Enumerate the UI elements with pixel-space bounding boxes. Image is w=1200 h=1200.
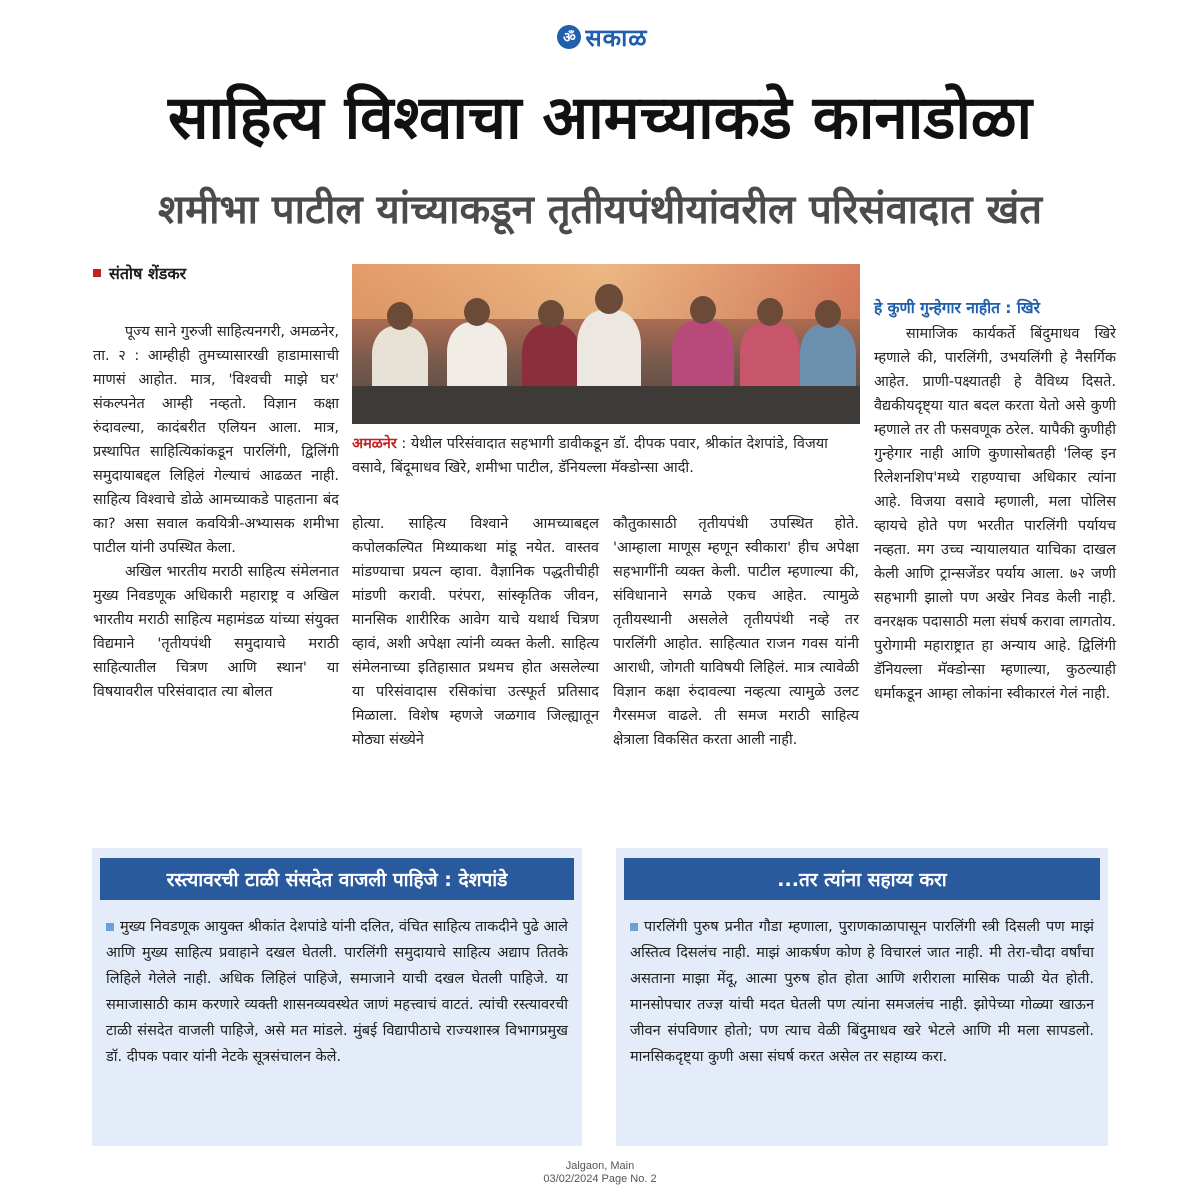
byline-marker-icon: [93, 269, 101, 277]
photo-head: [538, 300, 564, 328]
footer-date-page: 03/02/2024 Page No. 2: [543, 1173, 657, 1185]
paragraph: अखिल भारतीय मराठी साहित्य संमेलनात मुख्य निवडणूक अधिकारी महाराष्ट्र व अखिल भारतीय मराठी साहित्य महामंडळ यांच्या संयुक्त विद्यमाने 'तृतीयपंथी समुदायाचे मराठी साहित्यातील चित्रण आणि स्थान' या विषयावरील परिसंवादात त्या बोलत: [93, 564, 339, 700]
photo-head: [595, 284, 623, 314]
photo-head: [815, 300, 841, 328]
photo-head: [690, 296, 716, 324]
page-footer: [0, 1160, 1200, 1186]
footer-edition: Jalgaon, Main: [565, 1160, 635, 1172]
photo-head: [464, 298, 490, 326]
box-title: ...तर त्यांना सहाय्य करा: [624, 858, 1100, 900]
photo-person: [740, 322, 800, 396]
box-text: पारलिंगी पुरुष प्रनीत गौडा म्हणाला, पुराणकाळापासून पारलिंगी स्त्री दिसली पण माझं अस्तित्व दिसलंच नाही. माझं आकर्षण कोण हे विचारलं जात नाही. मी तेरा-चौदा वर्षांचा असताना माझा मेंदू, आत्मा पुरुष होत होता आणि शरीराला मासिक पाळी येत होती. मानसोपचार तज्ज्ञ यांची मदत घेतली पण त्यांना समजलंच नाही. झोपेच्या गोळ्या खाऊन जीवन संपविणार होतो; पण त्याच वेळी बिंदुमाधव खरे भेटले आणि मी मला सापडलो. मानसिकदृष्ट्या कुणी असा संघर्ष करत असेल तर सहाय्य करा.: [630, 919, 1094, 1065]
box-body: [616, 900, 1108, 1070]
bullet-icon: [106, 923, 114, 931]
byline-author: संतोष शेंडकर: [109, 264, 187, 283]
newspaper-name: सकाळ: [585, 23, 648, 52]
photo-person: [577, 310, 641, 396]
sakal-logo-icon: ॐ: [557, 25, 581, 49]
photo-person: [672, 320, 734, 396]
article-column-3: [613, 512, 859, 752]
story-box-support: [616, 848, 1108, 1146]
paragraph: सामाजिक कार्यकर्ते बिंदुमाधव खिरे म्हणाले की, पारलिंगी, उभयलिंगी हे नैसर्गिक आहेत. प्राणी-पक्ष्यातही हे वैविध्य दिसते. वैद्यकीयदृष्ट्या यात बदल करता येतो असे कुणी म्हणाले तर ती फसवणूक ठरेल. यापैकी कुणीही गुन्हेगार नाही आणि कुणासोबतही 'लिव्ह इन रिलेशनशिप'मध्ये राहण्याचा अधिकार त्यांना आहे. विजया वसावे म्हणाली, मला पोलिस व्हायचे होते पण भरतीत पारलिंगी पर्यायच नव्हता. मग उच्च न्यायालयात याचिका दाखल केली आणि ट्रान्सजेंडर पर्याय आला. ७२ जणी सहभागी झालो पण अखेर निवड केली नाही. वनरक्षक पदासाठी मला संघर्ष करावा लागतोय. पुरोगामी महाराष्ट्रात हा अन्याय आहे. द्विलिंगी डॅनियल्ला मॅक्डोन्सा म्हणाल्या, कुठल्याही धर्माकडून आम्हा लोकांना स्वीकारलं गेलं नाही.: [874, 326, 1116, 702]
box-text: मुख्य निवडणूक आयुक्त श्रीकांत देशपांडे यांनी दलित, वंचित साहित्य ताकदीने पुढे आले आणि मुख्य साहित्य प्रवाहाने दखल घेतली. पारलिंगी समुदायाचे साहित्य अद्याप तितके लिहिले गेलेले नाही. अधिक लिहिलं पाहिजे, समाजाने याची दखल घेतली पाहिजे. या समाजासाठी काम करणारे व्यक्ती शासनव्यवस्थेत जाणं महत्त्वाचं वाटतं. त्यांची रस्त्यावरची टाळी संसदेत वाजली पाहिजे, असे मत मांडले. मुंबई विद्यापीठाचे राज्यशास्त्र विभागप्रमुख डॉ. दीपक पवार यांनी नेटके सूत्रसंचालन केले.: [106, 919, 569, 1065]
story-box-deshpande: [92, 848, 582, 1146]
article-column-2: [352, 512, 599, 752]
caption-place: अमळनेर: [352, 436, 397, 452]
sidebar-column: [874, 296, 1116, 706]
paragraph: कौतुकासाठी तृतीयपंथी उपस्थित होते. 'आम्हाला माणूस म्हणून स्वीकारा' हीच अपेक्षा सहभागींनी व्यक्त केली. पाटील म्हणाल्या की, संविधानाने सगळे एकच आहेत. त्यामुळे तृतीयस्थानी असलेले तृतीयपंथी नव्हे तर पारलिंगी आहोत. साहित्यात राजन गवस यांनी आराधी, जोगती याविषयी लिहिलं. मात्र त्यावेळी विज्ञान कक्षा रुंदावल्या नव्हत्या त्यामुळे उलट गैरसमज वाढले. ती समज मराठी साहित्य क्षेत्राला विकसित करता आली नाही.: [613, 516, 859, 748]
photo-person: [447, 322, 507, 396]
newspaper-masthead: [545, 20, 660, 54]
event-photo: [352, 264, 860, 424]
paragraph: पूज्य साने गुरुजी साहित्यनगरी, अमळनेर, ता. २ : आम्हीही तुमच्यासारखी हाडामासाची माणसं आहोत. मात्र, 'विश्वची माझे घर' संकल्पनेत आम्ही नव्हतो. विज्ञान कक्षा रुंदावल्या, कादंबरीत एलियन आला. मात्र, प्रस्थापित साहित्यिकांकडून पारलिंगी, द्विलिंगी समुदायाबद्दल लिहिलं गेल्याचं आढळत नाही. साहित्य विश्वाचे डोळे आमच्याकडे पाहताना बंद का? असा सवाल कवयित्री-अभ्यासक शमीभा पाटील यांनी उपस्थित केला.: [93, 324, 339, 556]
photo-head: [387, 302, 413, 330]
paragraph: होत्या. साहित्य विश्वाने आमच्याबद्दल कपोलकल्पित मिथ्याकथा मांडू नयेत. वास्तव मांडण्याचा प्रयत्न व्हावा. वैज्ञानिक पद्धतीचीही मांडणी करावी. परंपरा, सांस्कृतिक जीवन, मानसिक शारीरिक आवेग याचे यथार्थ चित्रण व्हावं, अशी अपेक्षा त्यांनी व्यक्त केली. साहित्य संमेलनाच्या इतिहासात प्रथमच होत असलेल्या या परिसंवादास रसिकांचा उत्स्फूर्त प्रतिसाद मिळाला. विशेष म्हणजे जळगाव जिल्ह्यातून मोठ्या संख्येने: [352, 516, 599, 748]
article-subheadline: शमीभा पाटील यांच्याकडून तृतीयपंथीयांवरील परिसंवादात खंत: [157, 187, 1043, 233]
article-column-1: [93, 320, 339, 704]
box-body: [92, 900, 582, 1070]
photo-caption: [352, 432, 860, 480]
photo-head: [757, 298, 783, 326]
caption-text: : येथील परिसंवादात सहभागी डावीकडून डॉ. दीपक पवार, श्रीकांत देशपांडे, विजया वसावे, बिंदूमाधव खिरे, शमीभा पाटील, डॅनियल्ला मॅक्डोन्सा आदी.: [352, 436, 828, 476]
bullet-icon: [630, 923, 638, 931]
article-headline: साहित्य विश्वाचा आमच्याकडे कानाडोळा: [167, 83, 1033, 153]
sidebar-heading: हे कुणी गुन्हेगार नाहीत : खिरे: [874, 299, 1040, 317]
photo-table: [352, 386, 860, 424]
box-title: रस्त्यावरची टाळी संसदेत वाजली पाहिजे : देशपांडे: [100, 858, 574, 900]
byline: [93, 262, 186, 284]
